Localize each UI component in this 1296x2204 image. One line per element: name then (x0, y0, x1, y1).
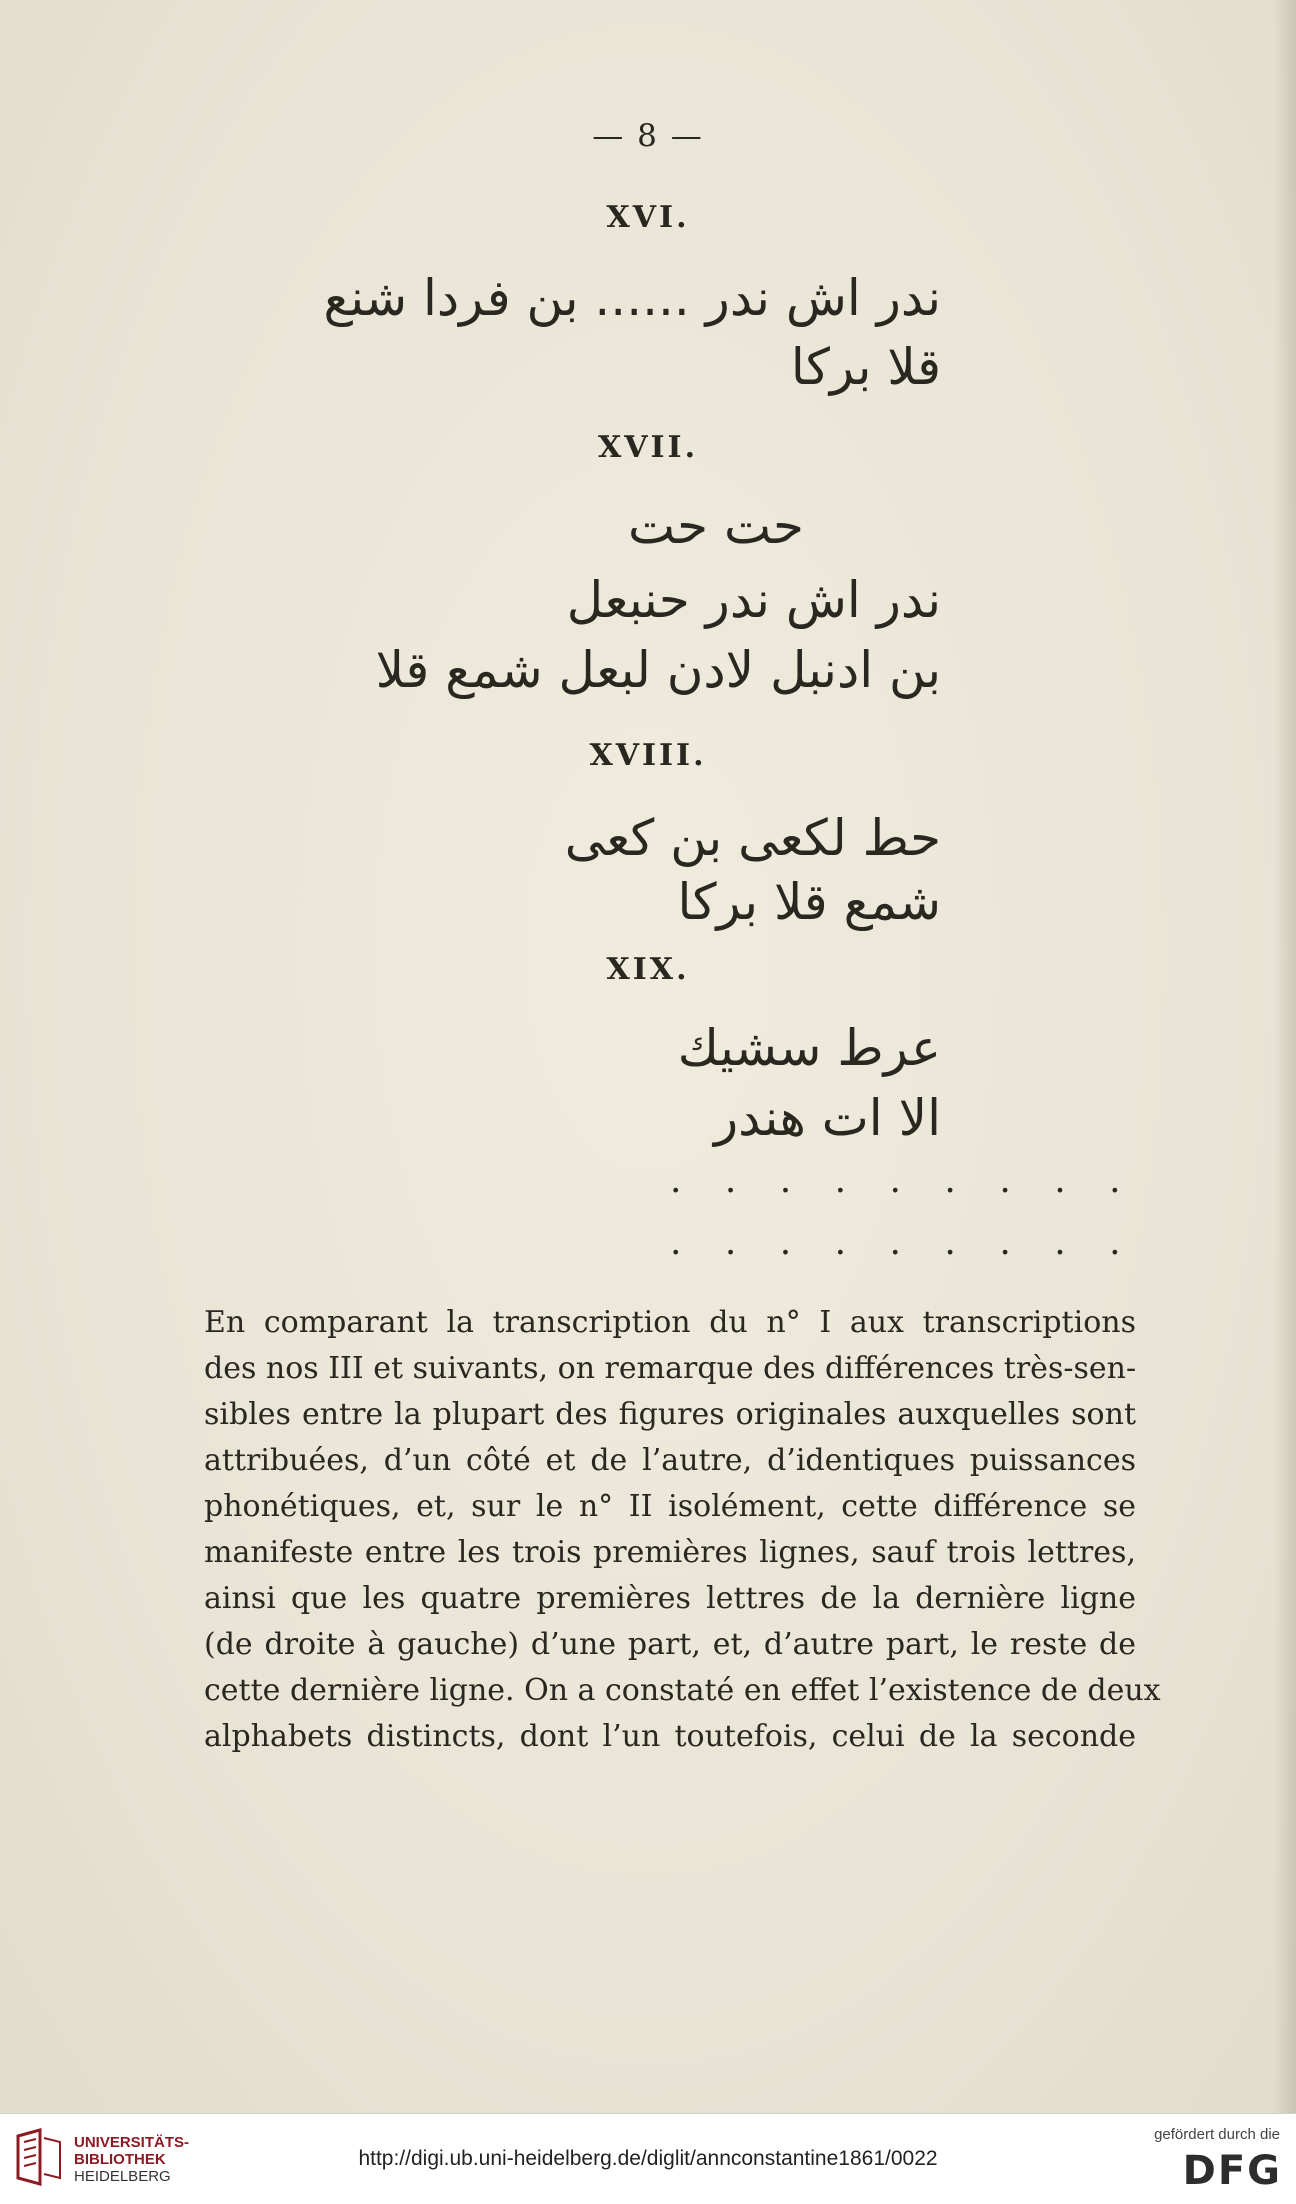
ellipsis-row: . . . . . . . . . (670, 1160, 1137, 1201)
page-gutter-shadow (1274, 0, 1296, 2113)
arabic-line: بن ادنبل لادن لبعل شمع قلا (375, 641, 941, 699)
arabic-line: قلا بركا (790, 338, 941, 396)
viewer-footer (0, 2113, 1296, 2204)
arabic-line: حت حت (628, 497, 804, 555)
arabic-line: شمع قلا بركا (677, 873, 941, 931)
text-line: sibles entre la plupart des figures originales auxquelles sont (204, 1397, 1136, 1432)
text-line: alphabets distincts, dont l’un toutefois, celui de la seconde (204, 1719, 1136, 1754)
text-line: des nos III et suivants, on remarque des différences très-sen- (204, 1351, 1137, 1386)
text-line: cette dernière ligne. On a constaté en effet l’existence de deux (204, 1673, 1161, 1708)
arabic-line: الا ات هندر (713, 1089, 941, 1147)
permalink-url[interactable]: http://digi.ub.uni-heidelberg.de/diglit/annconstantine1861/0022 (358, 2147, 938, 2170)
ellipsis-row: . . . . . . . . . (670, 1222, 1137, 1263)
funding-note: gefördert durch die (1154, 2126, 1280, 2143)
library-name: UNIVERSITÄTS- BIBLIOTHEK HEIDELBERG (74, 2134, 190, 2185)
arabic-line: ندر اش ندر حنبعل (566, 571, 941, 629)
section-heading-xix: XIX. (606, 952, 690, 987)
section-heading-xvii: XVII. (597, 430, 699, 465)
arabic-line: حط لكعى بن كعى (564, 809, 941, 867)
arabic-line: عرط سشيك (677, 1019, 941, 1077)
text-line: En comparant la transcription du n° I aux transcriptions (204, 1305, 1136, 1340)
text-line: (de droite à gauche) d’une part, et, d’autre part, le reste de (204, 1627, 1136, 1662)
body-paragraph (204, 1300, 1161, 1760)
dfg-logo: DFG (1182, 2148, 1282, 2194)
page-number: — 8 — (592, 118, 704, 154)
arabic-line: ندر اش ندر ...... بن فردا شنع (323, 269, 941, 327)
text-line: manifeste entre les trois premières lignes, sauf trois lettres, (204, 1535, 1136, 1570)
text-line: attribuées, d’un côté et de l’autre, d’identiques puissances (204, 1443, 1136, 1478)
text-line: phonétiques, et, sur le n° II isolément, cette différence se (204, 1489, 1136, 1524)
text-line: ainsi que les quatre premières lettres de la dernière ligne (204, 1581, 1136, 1616)
section-heading-xviii: XVIII. (589, 738, 707, 773)
section-heading-xvi: XVI. (606, 200, 690, 235)
